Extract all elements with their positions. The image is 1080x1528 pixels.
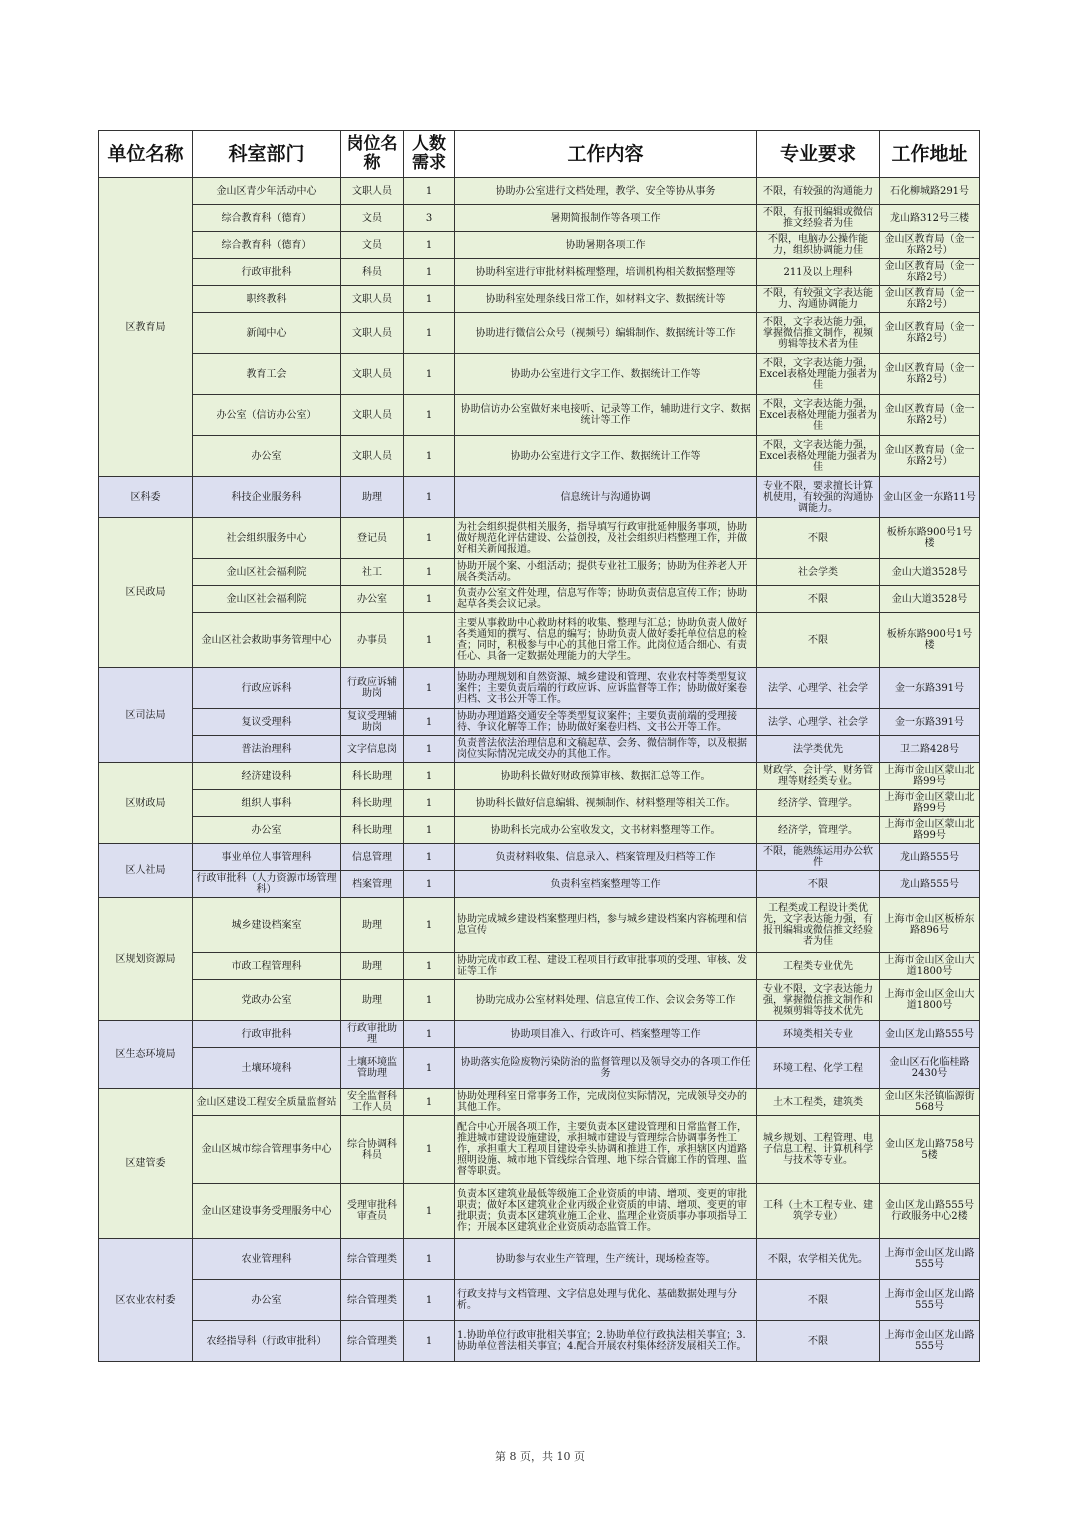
addr-cell: 金山区龙山路555号行政服务中心2楼 xyxy=(880,1184,980,1239)
content-cell: 协助科长做好信息编辑、视频制作、材料整理等相关工作。 xyxy=(455,790,757,817)
content-cell: 协助科室处理条线日常工作，如材料文字、数据统计等 xyxy=(455,286,757,313)
addr-cell: 金山区教育局（金一东路2号） xyxy=(880,286,980,313)
req-cell: 经济学、管理学。 xyxy=(757,790,880,817)
addr-cell: 板桥东路900号1号楼 xyxy=(880,613,980,668)
table-row xyxy=(99,1280,980,1321)
header-unit: 单位名称 xyxy=(99,131,193,178)
content-cell: 负责办公室文件处理，信息写作等；协助负责信息宣传工作；协助起草各类会议记录。 xyxy=(455,586,757,613)
content-cell: 协助办理道路交通安全等类型复议案件；主要负责前端的受理接待、争议化解等工作；协助做好案卷归档、文书公开等工作。 xyxy=(455,709,757,736)
req-cell: 专业不限，文字表达能力强，掌握微信推文制作和视频剪辑等技术优先 xyxy=(757,980,880,1021)
table-row xyxy=(99,1321,980,1362)
dept-cell: 行政审批科（人力资源市场管理科） xyxy=(193,871,341,898)
addr-cell: 上海市金山区蒙山北路99号 xyxy=(880,763,980,790)
header-row xyxy=(99,131,980,178)
req-cell: 不限 xyxy=(757,1321,880,1362)
num-cell: 1 xyxy=(404,232,455,259)
num-cell: 1 xyxy=(404,817,455,844)
table-row xyxy=(99,709,980,736)
post-cell: 行政审批助理 xyxy=(341,1021,404,1048)
dept-cell: 金山区建设工程安全质量监督站 xyxy=(193,1089,341,1116)
req-cell: 不限 xyxy=(757,1280,880,1321)
unit-name-cell: 区人社局 xyxy=(99,844,193,898)
num-cell: 1 xyxy=(404,178,455,205)
dept-cell: 土壤环境科 xyxy=(193,1048,341,1089)
num-cell: 1 xyxy=(404,354,455,395)
job-table xyxy=(98,130,980,1362)
req-cell: 不限，能熟练运用办公软件 xyxy=(757,844,880,871)
post-cell: 登记员 xyxy=(341,518,404,559)
table-row xyxy=(99,395,980,436)
post-cell: 复议受理辅助岗 xyxy=(341,709,404,736)
content-cell: 协助办公室进行文字工作、数据统计工作等 xyxy=(455,354,757,395)
req-cell: 不限，文字表达能力强，Excel表格处理能力强者为佳 xyxy=(757,436,880,477)
dept-cell: 农业管理科 xyxy=(193,1239,341,1280)
dept-cell: 办公室（信访办公室） xyxy=(193,395,341,436)
content-cell: 负责科室档案整理等工作 xyxy=(455,871,757,898)
req-cell: 土木工程类，建筑类 xyxy=(757,1089,880,1116)
post-cell: 文职人员 xyxy=(341,178,404,205)
post-cell: 综合协调科科员 xyxy=(341,1116,404,1184)
addr-cell: 金山区金一东路11号 xyxy=(880,477,980,518)
post-cell: 科长助理 xyxy=(341,790,404,817)
req-cell: 经济学，管理学。 xyxy=(757,817,880,844)
content-cell: 协助完成办公室材料处理、信息宣传工作、会议会务等工作 xyxy=(455,980,757,1021)
dept-cell: 职终教科 xyxy=(193,286,341,313)
dept-cell: 农经指导科（行政审批科） xyxy=(193,1321,341,1362)
addr-cell: 金一东路391号 xyxy=(880,709,980,736)
post-cell: 文员 xyxy=(341,232,404,259)
content-cell: 负责普法依法治理信息和文稿起草、会务、微信制作等，以及根据岗位实际情况完成交办的其他工作。 xyxy=(455,736,757,763)
num-cell: 1 xyxy=(404,286,455,313)
addr-cell: 上海市金山区板桥东路896号 xyxy=(880,898,980,953)
num-cell: 1 xyxy=(404,613,455,668)
post-cell: 文字信息岗 xyxy=(341,736,404,763)
dept-cell: 金山区建设事务受理服务中心 xyxy=(193,1184,341,1239)
unit-name-cell: 区财政局 xyxy=(99,763,193,844)
req-cell: 211及以上理科 xyxy=(757,259,880,286)
content-cell: 1.协助单位行政审批相关事宜；2.协助单位行政执法相关事宜；3.协助单位普法相关事宜；4.配合开展农村集体经济发展相关工作。 xyxy=(455,1321,757,1362)
num-cell: 1 xyxy=(404,518,455,559)
num-cell: 1 xyxy=(404,709,455,736)
dept-cell: 科技企业服务科 xyxy=(193,477,341,518)
table-row xyxy=(99,1048,980,1089)
dept-cell: 事业单位人事管理科 xyxy=(193,844,341,871)
addr-cell: 上海市金山区蒙山北路99号 xyxy=(880,790,980,817)
num-cell: 1 xyxy=(404,313,455,354)
req-cell: 不限，文字表达能力强，Excel表格处理能力强者为佳 xyxy=(757,395,880,436)
addr-cell: 金山区教育局（金一东路2号） xyxy=(880,259,980,286)
req-cell: 不限，有较强的沟通能力 xyxy=(757,178,880,205)
header-post: 岗位名称 xyxy=(341,131,404,178)
content-cell: 为社会组织提供相关服务，指导填写行政审批延伸服务事项，协助做好规范化评估建设、公益创投，及社会组织归档整理工作，并做好相关新闻报道。 xyxy=(455,518,757,559)
dept-cell: 行政审批科 xyxy=(193,259,341,286)
post-cell: 土壤环境监管助理 xyxy=(341,1048,404,1089)
table-row xyxy=(99,286,980,313)
header-content: 工作内容 xyxy=(455,131,757,178)
addr-cell: 金山区教育局（金一东路2号） xyxy=(880,395,980,436)
num-cell: 1 xyxy=(404,763,455,790)
dept-cell: 党政办公室 xyxy=(193,980,341,1021)
addr-cell: 金山大道3528号 xyxy=(880,586,980,613)
post-cell: 科员 xyxy=(341,259,404,286)
table-row xyxy=(99,205,980,232)
addr-cell: 龙山路312号三楼 xyxy=(880,205,980,232)
req-cell: 法学、心理学、社会学 xyxy=(757,668,880,709)
unit-name-cell: 区民政局 xyxy=(99,518,193,668)
num-cell: 1 xyxy=(404,1116,455,1184)
addr-cell: 金山区教育局（金一东路2号） xyxy=(880,354,980,395)
post-cell: 社工 xyxy=(341,559,404,586)
table-row xyxy=(99,613,980,668)
addr-cell: 金山区教育局（金一东路2号） xyxy=(880,232,980,259)
table-row xyxy=(99,436,980,477)
req-cell: 不限，农学相关优先。 xyxy=(757,1239,880,1280)
table-row xyxy=(99,668,980,709)
table-row xyxy=(99,518,980,559)
content-cell: 协助项目准入、行政许可、档案整理等工作 xyxy=(455,1021,757,1048)
addr-cell: 金山区龙山路758号5楼 xyxy=(880,1116,980,1184)
num-cell: 1 xyxy=(404,1089,455,1116)
unit-name-cell: 区农业农村委 xyxy=(99,1239,193,1362)
addr-cell: 金山区朱泾镇临源街568号 xyxy=(880,1089,980,1116)
table-row xyxy=(99,259,980,286)
content-cell: 协助进行微信公众号（视频号）编辑制作、数据统计等工作 xyxy=(455,313,757,354)
addr-cell: 金山区石化临桂路2430号 xyxy=(880,1048,980,1089)
num-cell: 1 xyxy=(404,898,455,953)
table-row xyxy=(99,354,980,395)
num-cell: 1 xyxy=(404,844,455,871)
req-cell: 不限 xyxy=(757,871,880,898)
req-cell: 工程类或工程设计类优先，文字表达能力强，有报刊编辑或微信推文经验者为佳 xyxy=(757,898,880,953)
unit-name-cell: 区规划资源局 xyxy=(99,898,193,1021)
num-cell: 1 xyxy=(404,477,455,518)
header-num: 人数需求 xyxy=(404,131,455,178)
post-cell: 综合管理类 xyxy=(341,1239,404,1280)
table-row xyxy=(99,1184,980,1239)
num-cell: 1 xyxy=(404,1280,455,1321)
num-cell: 1 xyxy=(404,980,455,1021)
table-row xyxy=(99,953,980,980)
req-cell: 环境类相关专业 xyxy=(757,1021,880,1048)
content-cell: 协助完成城乡建设档案整理归档，参与城乡建设档案内容梳理和信息宣传 xyxy=(455,898,757,953)
post-cell: 文职人员 xyxy=(341,313,404,354)
dept-cell: 城乡建设档案室 xyxy=(193,898,341,953)
num-cell: 1 xyxy=(404,259,455,286)
req-cell: 不限，电脑办公操作能力，组织协调能力佳 xyxy=(757,232,880,259)
dept-cell: 金山区社会福利院 xyxy=(193,559,341,586)
table-row xyxy=(99,817,980,844)
addr-cell: 上海市金山区龙山路555号 xyxy=(880,1239,980,1280)
num-cell: 1 xyxy=(404,668,455,709)
post-cell: 综合管理类 xyxy=(341,1280,404,1321)
post-cell: 安全监督科工作人员 xyxy=(341,1089,404,1116)
post-cell: 办公室 xyxy=(341,586,404,613)
unit-name-cell: 区科委 xyxy=(99,477,193,518)
header-dept: 科室部门 xyxy=(193,131,341,178)
req-cell: 财政学、会计学、财务管理等财经类专业。 xyxy=(757,763,880,790)
addr-cell: 金一东路391号 xyxy=(880,668,980,709)
req-cell: 社会学类 xyxy=(757,559,880,586)
content-cell: 协助落实危险废物污染防治的监督管理以及领导交办的各项工作任务 xyxy=(455,1048,757,1089)
dept-cell: 新闻中心 xyxy=(193,313,341,354)
table-row xyxy=(99,898,980,953)
post-cell: 文员 xyxy=(341,205,404,232)
num-cell: 3 xyxy=(404,205,455,232)
table-row xyxy=(99,559,980,586)
addr-cell: 上海市金山区蒙山北路99号 xyxy=(880,817,980,844)
num-cell: 1 xyxy=(404,1184,455,1239)
req-cell: 不限 xyxy=(757,613,880,668)
table-row xyxy=(99,736,980,763)
num-cell: 1 xyxy=(404,790,455,817)
table-row xyxy=(99,1116,980,1184)
dept-cell: 金山区城市综合管理事务中心 xyxy=(193,1116,341,1184)
req-cell: 不限 xyxy=(757,518,880,559)
addr-cell: 龙山路555号 xyxy=(880,871,980,898)
post-cell: 文职人员 xyxy=(341,395,404,436)
header-addr: 工作地址 xyxy=(880,131,980,178)
req-cell: 不限，有报刊编辑或微信推文经验者为佳 xyxy=(757,205,880,232)
content-cell: 暑期简报制作等各项工作 xyxy=(455,205,757,232)
addr-cell: 石化柳城路291号 xyxy=(880,178,980,205)
content-cell: 协助办理规划和自然资源、城乡建设和管理、农业农村等类型复议案件；主要负责后端的行政应诉、应诉监督等工作；协助做好案卷归档、文书公开等工作。 xyxy=(455,668,757,709)
post-cell: 文职人员 xyxy=(341,354,404,395)
post-cell: 助理 xyxy=(341,898,404,953)
post-cell: 信息管理 xyxy=(341,844,404,871)
addr-cell: 卫二路428号 xyxy=(880,736,980,763)
addr-cell: 龙山路555号 xyxy=(880,844,980,871)
req-cell: 法学、心理学、社会学 xyxy=(757,709,880,736)
post-cell: 科长助理 xyxy=(341,763,404,790)
dept-cell: 综合教育科（德育） xyxy=(193,232,341,259)
post-cell: 档案管理 xyxy=(341,871,404,898)
dept-cell: 市政工程管理科 xyxy=(193,953,341,980)
table-row xyxy=(99,980,980,1021)
dept-cell: 行政应诉科 xyxy=(193,668,341,709)
req-cell: 不限，文字表达能力强，Excel表格处理能力强者为佳 xyxy=(757,354,880,395)
post-cell: 助理 xyxy=(341,953,404,980)
num-cell: 1 xyxy=(404,586,455,613)
req-cell: 不限，文字表达能力强，掌握微信推文制作，视频剪辑等技术者为佳 xyxy=(757,313,880,354)
content-cell: 配合中心开展各项工作，主要负责本区建设管理和日常监督工作，推进城市建设设施建设，承担城市建设与管理综合协调事务性工作，承担重大工程项目建设牵头协调和推进工作，承担辖区内道路照明设施、城市地下管线综合管理、地下综合管廊工作的管理、监督等职责。 xyxy=(455,1116,757,1184)
req-cell: 不限 xyxy=(757,586,880,613)
unit-name-cell: 区教育局 xyxy=(99,178,193,477)
addr-cell: 上海市金山区龙山路555号 xyxy=(880,1280,980,1321)
post-cell: 综合管理类 xyxy=(341,1321,404,1362)
addr-cell: 金山区龙山路555号 xyxy=(880,1021,980,1048)
addr-cell: 金山区教育局（金一东路2号） xyxy=(880,313,980,354)
unit-name-cell: 区建管委 xyxy=(99,1089,193,1239)
dept-cell: 办公室 xyxy=(193,817,341,844)
table-body xyxy=(99,178,980,1362)
table-row xyxy=(99,871,980,898)
content-cell: 负责材料收集、信息录入、档案管理及归档等工作 xyxy=(455,844,757,871)
table-row xyxy=(99,178,980,205)
dept-cell: 经济建设科 xyxy=(193,763,341,790)
content-cell: 协助科长完成办公室收发文，文书材料整理等工作。 xyxy=(455,817,757,844)
unit-name-cell: 区司法局 xyxy=(99,668,193,763)
post-cell: 受理审批科审查员 xyxy=(341,1184,404,1239)
addr-cell: 板桥东路900号1号楼 xyxy=(880,518,980,559)
content-cell: 协助开展个案、小组活动；提供专业社工服务；协助为住养老人开展各类活动。 xyxy=(455,559,757,586)
table-row xyxy=(99,313,980,354)
dept-cell: 办公室 xyxy=(193,436,341,477)
post-cell: 科长助理 xyxy=(341,817,404,844)
dept-cell: 复议受理科 xyxy=(193,709,341,736)
num-cell: 1 xyxy=(404,1239,455,1280)
dept-cell: 普法治理科 xyxy=(193,736,341,763)
content-cell: 信息统计与沟通协调 xyxy=(455,477,757,518)
num-cell: 1 xyxy=(404,736,455,763)
dept-cell: 行政审批科 xyxy=(193,1021,341,1048)
post-cell: 助理 xyxy=(341,477,404,518)
dept-cell: 金山区社会救助事务管理中心 xyxy=(193,613,341,668)
dept-cell: 综合教育科（德育） xyxy=(193,205,341,232)
req-cell: 工程类专业优先 xyxy=(757,953,880,980)
post-cell: 行政应诉辅助岗 xyxy=(341,668,404,709)
content-cell: 负责本区建筑业最低等级施工企业资质的申请、增项、变更的审批职责；做好本区建筑业企业丙级企业资质的申请、增项、变更的审批职责；负责本区建筑业施工企业、监理企业资质事办事项指导工作；开展本区建筑业企业资质动态监管工作。 xyxy=(455,1184,757,1239)
dept-cell: 社会组织服务中心 xyxy=(193,518,341,559)
dept-cell: 组织人事科 xyxy=(193,790,341,817)
table-row xyxy=(99,1089,980,1116)
content-cell: 协助参与农业生产管理，生产统计，现场检查等。 xyxy=(455,1239,757,1280)
content-cell: 协助信访办公室做好来电接听、记录等工作，辅助进行文字、数据统计等工作 xyxy=(455,395,757,436)
table-row xyxy=(99,790,980,817)
num-cell: 1 xyxy=(404,559,455,586)
page-footer: 第 8 页，共 10 页 xyxy=(495,1450,585,1463)
content-cell: 协助处理科室日常事务工作，完成岗位实际情况，完成领导交办的其他工作。 xyxy=(455,1089,757,1116)
content-cell: 协助科长做好财政预算审核、数据汇总等工作。 xyxy=(455,763,757,790)
content-cell: 主要从事救助中心救助材料的收集、整理与汇总；协助负责人做好各类通知的撰写、信息的编写；协助负责人做好委托单位信息的检查；同时，积极参与中心的其他日常工作。此岗位适合细心、有责任心、具备一定数据处理能力的大学生。 xyxy=(455,613,757,668)
table-row xyxy=(99,1021,980,1048)
table-row xyxy=(99,477,980,518)
table-row xyxy=(99,1239,980,1280)
num-cell: 1 xyxy=(404,871,455,898)
addr-cell: 上海市金山区金山大道1800号 xyxy=(880,953,980,980)
req-cell: 法学类优先 xyxy=(757,736,880,763)
addr-cell: 金山区教育局（金一东路2号） xyxy=(880,436,980,477)
req-cell: 不限，有较强文字表达能力、沟通协调能力 xyxy=(757,286,880,313)
content-cell: 协助办公室进行文档处理，教学、安全等协从事务 xyxy=(455,178,757,205)
num-cell: 1 xyxy=(404,395,455,436)
num-cell: 1 xyxy=(404,1048,455,1089)
table-row xyxy=(99,763,980,790)
num-cell: 1 xyxy=(404,1021,455,1048)
table-row xyxy=(99,844,980,871)
req-cell: 工科（土木工程专业、建筑学专业） xyxy=(757,1184,880,1239)
content-cell: 行政支持与文档管理、文字信息处理与优化、基础数据处理与分析。 xyxy=(455,1280,757,1321)
unit-name-cell: 区生态环境局 xyxy=(99,1021,193,1089)
req-cell: 城乡规划、工程管理、电子信息工程、计算机科学与技术等专业。 xyxy=(757,1116,880,1184)
post-cell: 文职人员 xyxy=(341,436,404,477)
dept-cell: 办公室 xyxy=(193,1280,341,1321)
dept-cell: 金山区青少年活动中心 xyxy=(193,178,341,205)
req-cell: 专业不限，要求擅长计算机使用，有较强的沟通协调能力。 xyxy=(757,477,880,518)
addr-cell: 上海市金山区金山大道1800号 xyxy=(880,980,980,1021)
content-cell: 协助办公室进行文字工作、数据统计工作等 xyxy=(455,436,757,477)
dept-cell: 教育工会 xyxy=(193,354,341,395)
req-cell: 环境工程、化学工程 xyxy=(757,1048,880,1089)
num-cell: 1 xyxy=(404,436,455,477)
dept-cell: 金山区社会福利院 xyxy=(193,586,341,613)
content-cell: 协助暑期各项工作 xyxy=(455,232,757,259)
num-cell: 1 xyxy=(404,953,455,980)
num-cell: 1 xyxy=(404,1321,455,1362)
post-cell: 文职人员 xyxy=(341,286,404,313)
table-row xyxy=(99,586,980,613)
addr-cell: 金山大道3528号 xyxy=(880,559,980,586)
addr-cell: 上海市金山区龙山路555号 xyxy=(880,1321,980,1362)
post-cell: 助理 xyxy=(341,980,404,1021)
content-cell: 协助科室进行审批材料梳理整理，培训机构相关数据整理等 xyxy=(455,259,757,286)
header-req: 专业要求 xyxy=(757,131,880,178)
content-cell: 协助完成市政工程、建设工程项目行政审批事项的受理、审核、发证等工作 xyxy=(455,953,757,980)
table-row xyxy=(99,232,980,259)
post-cell: 办事员 xyxy=(341,613,404,668)
